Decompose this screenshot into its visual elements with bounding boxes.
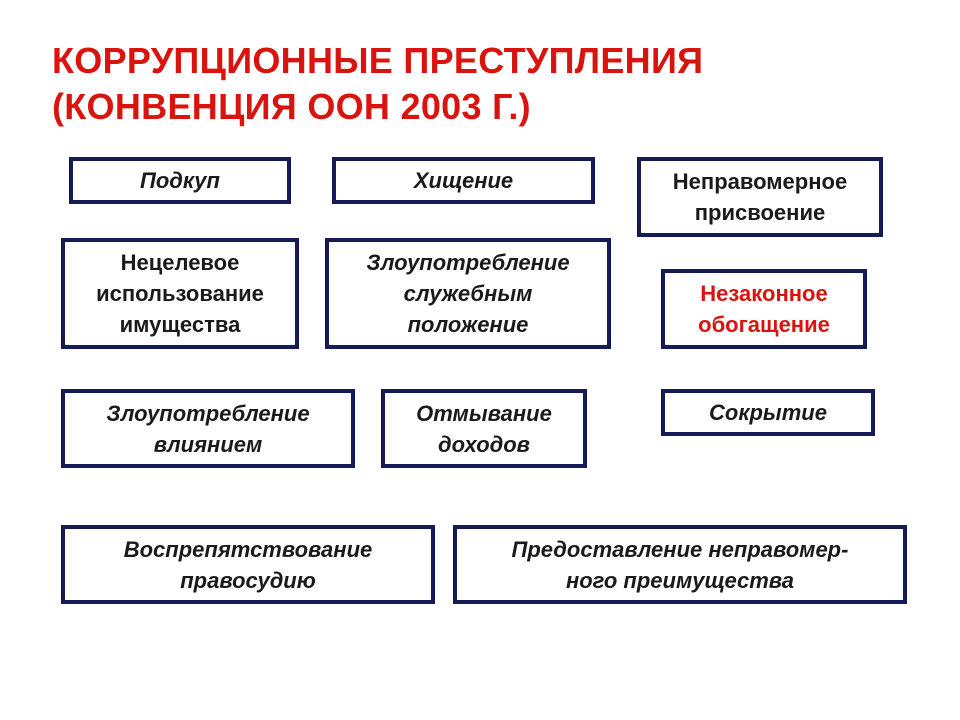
box-illicit-enrichment (661, 269, 867, 349)
box-trading-in-influence (61, 389, 355, 468)
box-undue-advantage-label: Предоставление неправомер- ного преимущества (511, 536, 849, 593)
box-undue-advantage (453, 525, 907, 604)
slide-title-line-1: КОРРУПЦИОННЫЕ ПРЕСТУПЛЕНИЯ (52, 40, 704, 81)
box-concealment (661, 389, 875, 436)
box-bribery (69, 157, 291, 204)
box-abuse-of-office (325, 238, 611, 349)
box-obstruction-of-justice (61, 525, 435, 604)
box-misuse-of-property (61, 238, 299, 349)
box-trading-in-influence-label: Злоупотребление влиянием (106, 400, 310, 457)
box-embezzlement-label: Хищение (413, 168, 514, 193)
slide-title (52, 38, 932, 130)
box-misappropriation-label: Неправомерное присвоение (672, 169, 848, 225)
box-embezzlement (332, 157, 595, 204)
box-concealment-label: Сокрытие (709, 400, 827, 425)
box-illicit-enrichment-label: Незаконное обогащение (698, 281, 830, 337)
box-money-laundering-label: Отмывание доходов (416, 400, 552, 457)
box-money-laundering (381, 389, 587, 468)
box-misappropriation (637, 157, 883, 237)
box-misuse-of-property-label: Нецелевое использование имущества (96, 250, 264, 337)
box-abuse-of-office-label: Злоупотребление служебным положение (366, 250, 570, 337)
box-obstruction-of-justice-label: Воспрепятствование правосудию (123, 536, 373, 593)
box-bribery-label: Подкуп (140, 168, 220, 193)
slide-title-line-2: (КОНВЕНЦИЯ ООН 2003 Г.) (52, 86, 531, 127)
